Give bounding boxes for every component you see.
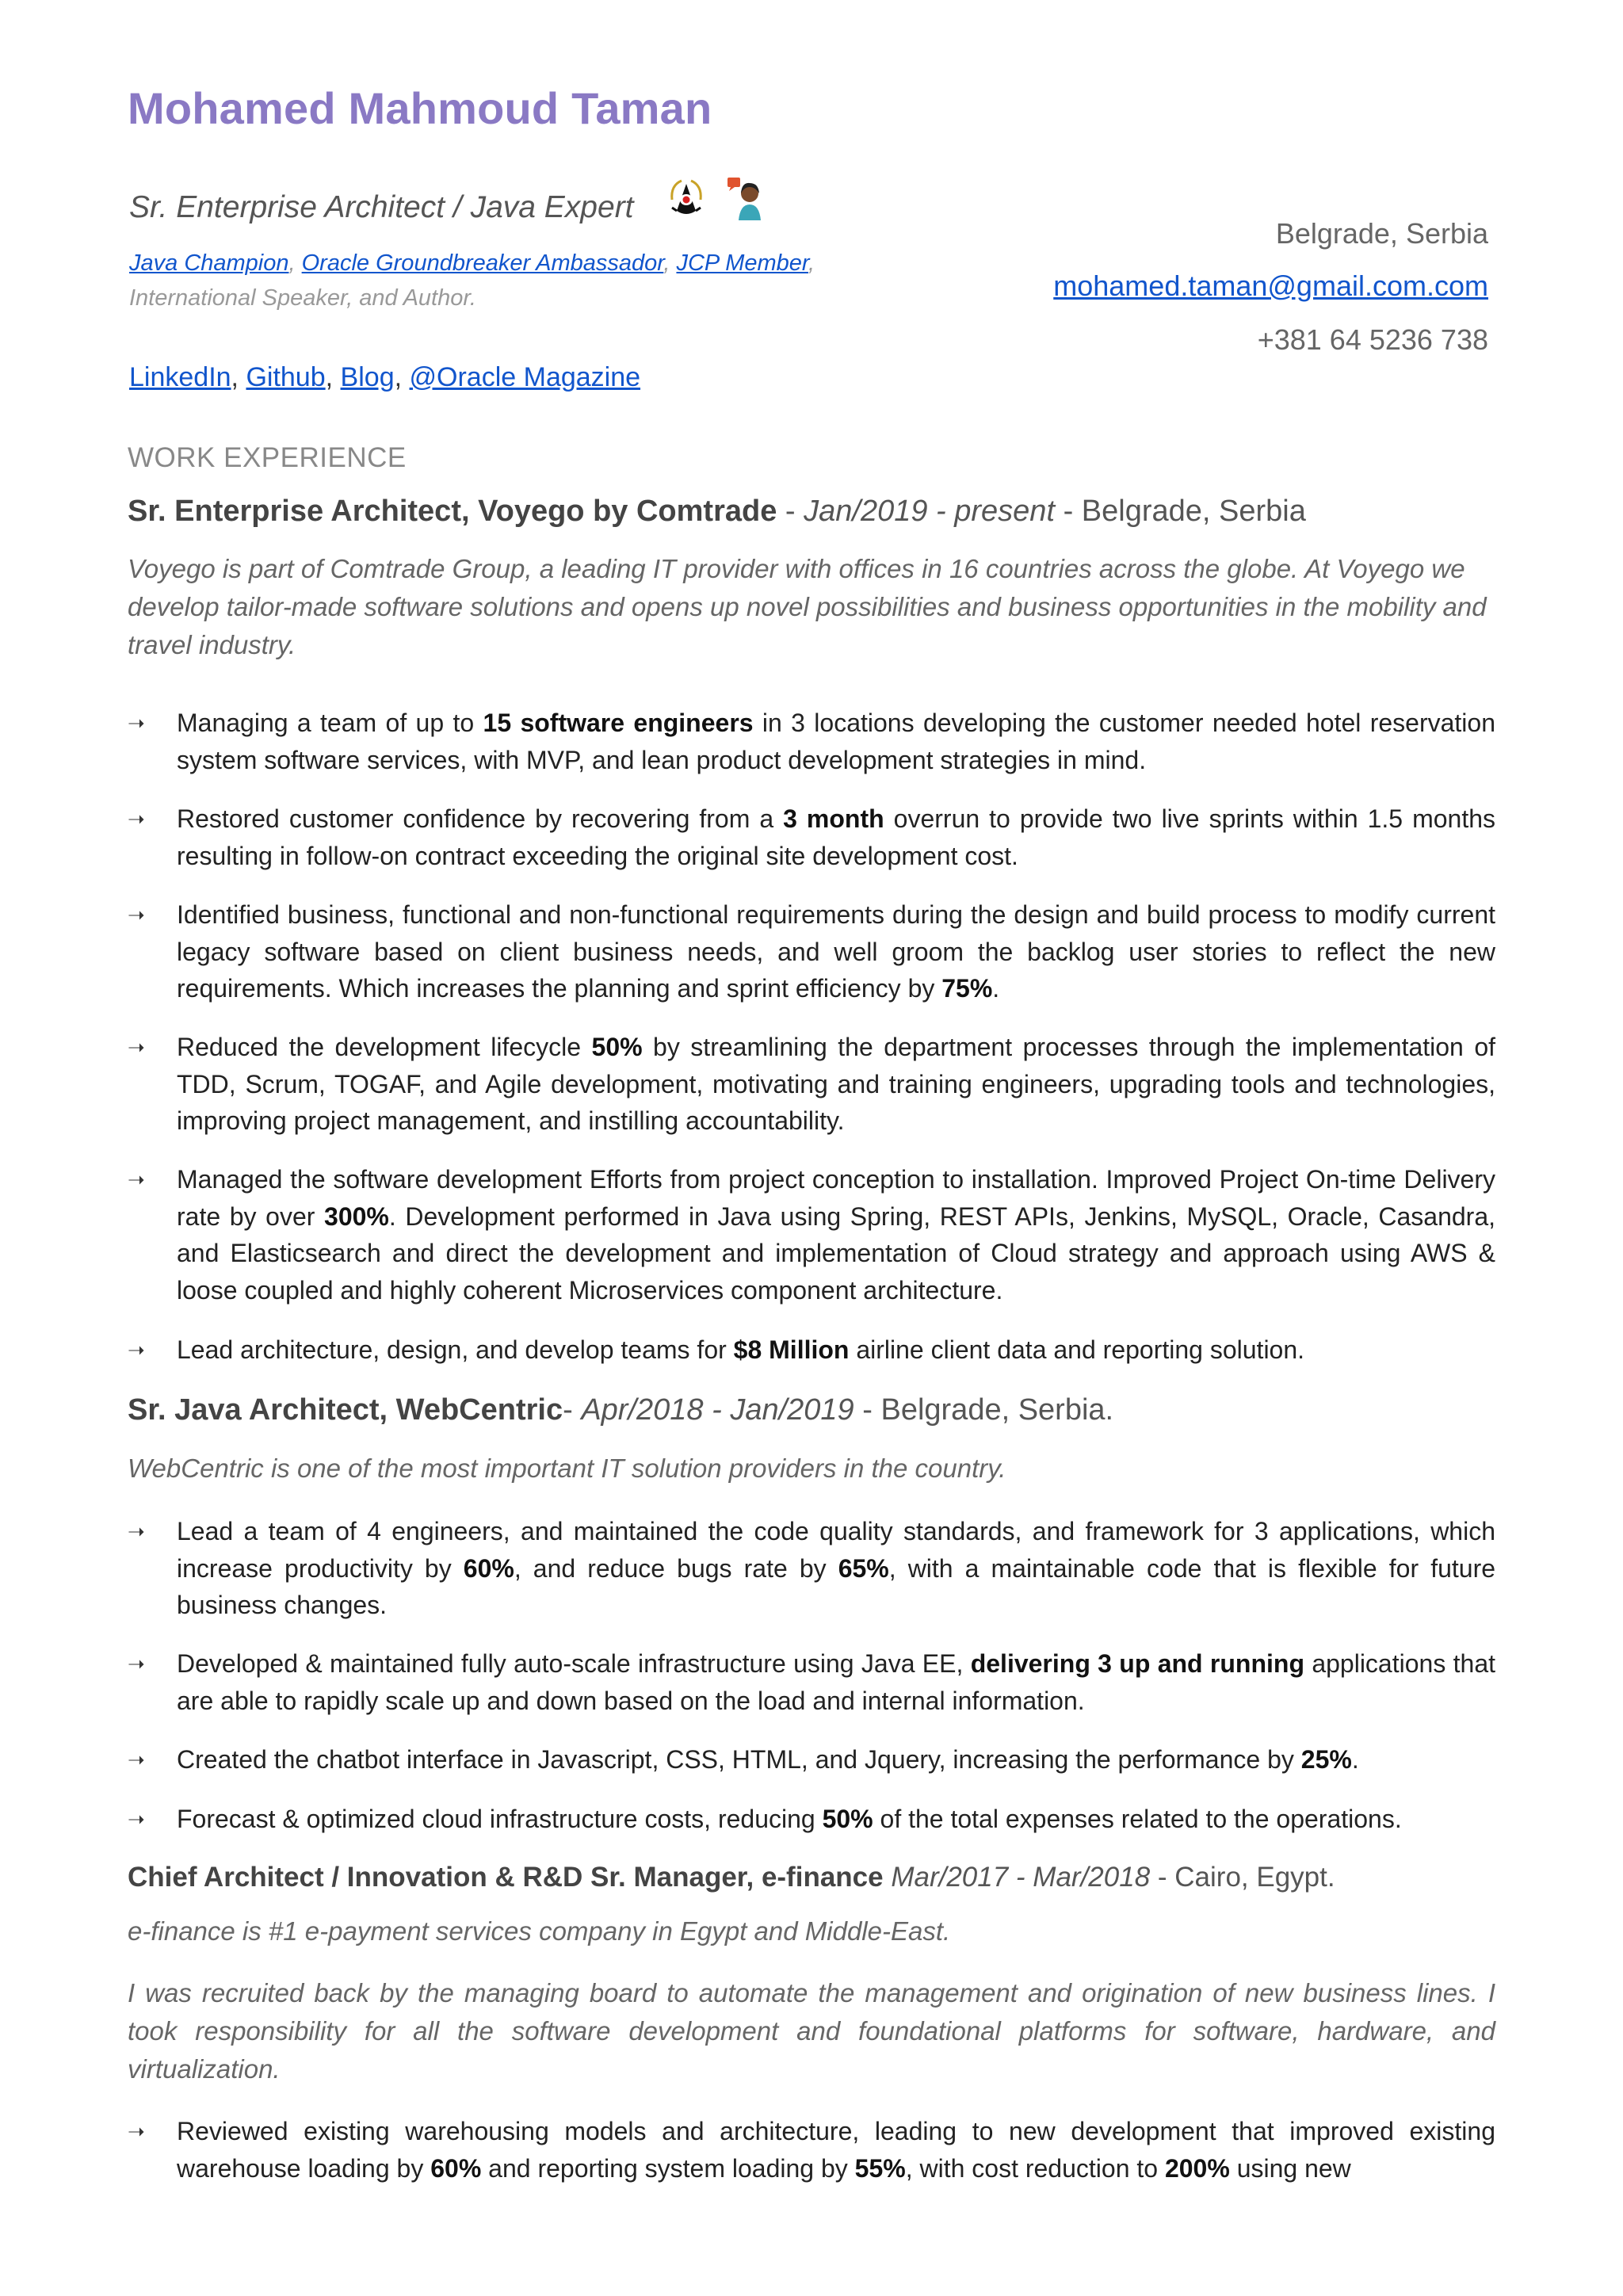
credentials-tail: International Speaker, and Author. [129,285,476,311]
bullet-arrow-icon: ➝ [128,2119,145,2143]
bullet-arrow-icon: ➝ [128,903,145,926]
bullet-text-segment: Developed & maintained fully auto-scale infrastructure using Java EE, [177,1649,971,1678]
bullet-arrow-icon: ➝ [128,1807,145,1831]
bullet-text-segment: Forecast & optimized cloud infrastructure costs, reducing [177,1805,823,1833]
job-separator: - [1150,1862,1175,1893]
job-bullet [128,896,1495,1007]
job-description: WebCentric is one of the most important IT solution providers in the country. [128,1454,1006,1483]
badge-icons [666,176,777,223]
bullet-highlight: 3 month [783,804,884,833]
job-title: Sr. Java Architect, WebCentric [128,1393,563,1427]
job-bullet [128,1801,1495,1838]
bullet-arrow-icon: ➝ [128,807,145,831]
credential-link-jcp-member[interactable]: JCP Member [676,250,808,276]
job-location: Cairo, Egypt. [1174,1862,1335,1893]
link-separator: , [231,362,239,392]
bullet-text-segment: in 3 locations developing the customer needed hotel reservation system software services, with MVP, and lean product development strategies in mind. [177,709,1495,774]
bullet-text-segment: airline client data and reporting solution. [849,1335,1305,1364]
bullet-highlight: 25% [1300,1745,1352,1774]
job-description: Voyego is part of Comtrade Group, a leading IT provider with offices in 16 countries across the globe. At Voyego we develop tailor-made software solutions and opens up novel possibilities and business opportunities in the mobility and travel industry. [128,554,1487,659]
bullet-text-segment: Restored customer confidence by recovering from a [177,804,784,833]
bullet-text [177,1801,1495,1838]
bullet-text-segment: . [1351,1745,1359,1774]
bullet-arrow-icon: ➝ [128,1338,145,1362]
bullet-highlight: 50% [822,1805,873,1833]
bullet-highlight: 60% [463,1553,514,1583]
job-bullet [128,2113,1495,2187]
job-title: Sr. Enterprise Architect, Voyego by Comtrade [128,495,777,528]
bullet-text [177,705,1495,778]
profile-links [129,362,640,393]
bullet-text [177,1331,1495,1369]
job-bullet [128,1029,1495,1140]
job-separator: - [854,1393,881,1427]
job-bullet [128,1645,1495,1719]
job-separator [884,1862,892,1893]
bullet-text [177,2113,1495,2187]
bullet-text-segment: Managing a team of up to [177,709,483,737]
link-blog[interactable]: Blog [340,362,395,392]
bullet-highlight: 200% [1164,2153,1230,2183]
job-separator: - [563,1393,582,1427]
link-separator: , [325,362,334,392]
link-linkedin[interactable]: LinkedIn [129,362,231,392]
bullet-text-segment: Lead architecture, design, and develop teams for [177,1335,734,1364]
bullet-highlight: $8 Million [733,1335,850,1364]
java-duke-icon [666,176,777,223]
credentials-line [129,250,815,277]
job-description: e-finance is #1 e-payment services company in Egypt and Middle-East. [128,1916,951,1946]
headline: Sr. Enterprise Architect / Java Expert [129,190,634,224]
bullet-text-segment: . [992,974,1000,1003]
link-oracle-magazine[interactable]: @Oracle Magazine [409,362,641,392]
job-heading [128,1393,1113,1427]
job-separator: - [777,495,804,528]
bullet-text-segment: , with a maintainable code that is flexible for future business changes. [177,1553,1496,1619]
job-heading [128,495,1306,529]
job-location: Belgrade, Serbia. [880,1393,1114,1427]
bullet-text [177,1741,1495,1778]
bullet-arrow-icon: ➝ [128,1652,145,1675]
job-bullet [128,705,1495,778]
bullet-highlight: 300% [324,1201,389,1231]
job-bullet [128,1741,1495,1778]
link-github[interactable]: Github [246,362,326,392]
contact-email[interactable]: mohamed.taman@gmail.com.com [1053,269,1488,302]
contact-location: Belgrade, Serbia [1275,217,1488,250]
job-dates: Jan/2019 - present [804,495,1056,528]
bullet-highlight: 55% [854,2153,906,2183]
bullet-text [177,896,1495,1007]
bullet-highlight: delivering 3 up and running [970,1649,1304,1678]
bullet-text-segment: Reduced the development lifecycle [177,1033,592,1061]
job-bullet [128,800,1495,874]
job-location: Belgrade, Serbia [1081,495,1306,528]
bullet-text-segment: Created the chatbot interface in Javascript, CSS, HTML, and Jquery, increasing the performance by [177,1745,1301,1774]
job-bullet [128,1161,1495,1308]
job-heading [128,1862,1335,1893]
bullet-text-segment: applications that are able to rapidly scale up and down based on the load and internal information. [177,1649,1496,1715]
bullet-arrow-icon: ➝ [128,1167,145,1191]
credential-separator: , [808,250,815,276]
bullet-text-segment: and reporting system loading by [481,2153,855,2183]
contact-phone: +381 64 5236 738 [1257,323,1488,356]
bullet-text [177,1513,1495,1624]
bullet-text-segment: of the total expenses related to the operations. [873,1805,1402,1833]
job-bullet [128,1331,1495,1369]
job-title: Chief Architect / Innovation & R&D Sr. Manager, e-finance [128,1862,884,1893]
bullet-text [177,1161,1495,1308]
bullet-text-segment: by streamlining the department processes through the implementation of TDD, Scrum, TOGAF, and Agile development, motivating and training engineers, upgrading tools and technologies, improving project management, and instilling accountability. [177,1033,1496,1135]
bullet-text-segment: . Development performed in Java using Spring, REST APIs, Jenkins, MySQL, Oracle, Casandra, and Elasticsearch and direct the development and implementation of Cloud strategy and approach using AWS & loose coupled and highly coherent Microservices component architecture. [177,1201,1496,1305]
bullet-highlight: 65% [838,1553,889,1583]
bullet-text-segment: Managed the software development Efforts from project conception to installation. Improved Project On-time Delivery rate by over [177,1165,1495,1231]
bullet-text-segment: overrun to provide two live sprints within 1.5 months resulting in follow-on contract exceeding the original site development cost. [177,804,1496,870]
bullet-text-segment: , with cost reduction to [905,2153,1165,2183]
bullet-arrow-icon: ➝ [128,1748,145,1771]
link-separator: , [394,362,403,392]
speaker-avatar-icon [727,178,761,220]
bullet-text [177,1029,1495,1140]
job-separator: - [1055,495,1082,528]
credential-separator: , [288,250,296,276]
bullet-text-segment: Identified business, functional and non-functional requirements during the design and build process to modify current legacy software based on client business needs, and well groom the backlog user stories to reflect the new requirements. Which increases the planning and sprint efficiency by [177,900,1495,1003]
credential-link-java-champion[interactable]: Java Champion [129,250,289,276]
bullet-highlight: 60% [430,2153,482,2183]
credential-separator: , [663,250,670,276]
bullet-arrow-icon: ➝ [128,711,145,735]
job-description: I was recruited back by the managing board to automate the management and origination of new business lines. I took responsibility for all the software development and foundational platforms for software, hardware, and virtualization. [128,1978,1495,2084]
candidate-name: Mohamed Mahmoud Taman [128,83,712,133]
bullet-text-segment: using new [1229,2153,1351,2183]
bullet-text-segment: Lead a team of 4 engineers, and maintained the code quality standards, and framework for 3 applications, which increase productivity by [177,1517,1495,1583]
bullet-text-segment: , and reduce bugs rate by [514,1553,838,1583]
bullet-arrow-icon: ➝ [128,1519,145,1543]
job-dates: Mar/2017 - Mar/2018 [891,1862,1151,1893]
section-title-work-experience: WORK EXPERIENCE [128,442,407,473]
bullet-text-segment: Reviewed existing warehousing models and architecture, leading to new development that improved existing warehouse loading by [177,2117,1495,2183]
bullet-arrow-icon: ➝ [128,1035,145,1059]
bullet-text [177,1645,1495,1719]
bullet-highlight: 15 software engineers [483,709,754,737]
credential-link-oracle-groundbreaker[interactable]: Oracle Groundbreaker Ambassador [301,250,664,276]
bullet-highlight: 75% [941,974,993,1003]
job-bullet [128,1513,1495,1624]
bullet-text [177,800,1495,874]
job-dates: Apr/2018 - Jan/2019 [581,1393,854,1427]
bullet-highlight: 50% [591,1033,643,1061]
